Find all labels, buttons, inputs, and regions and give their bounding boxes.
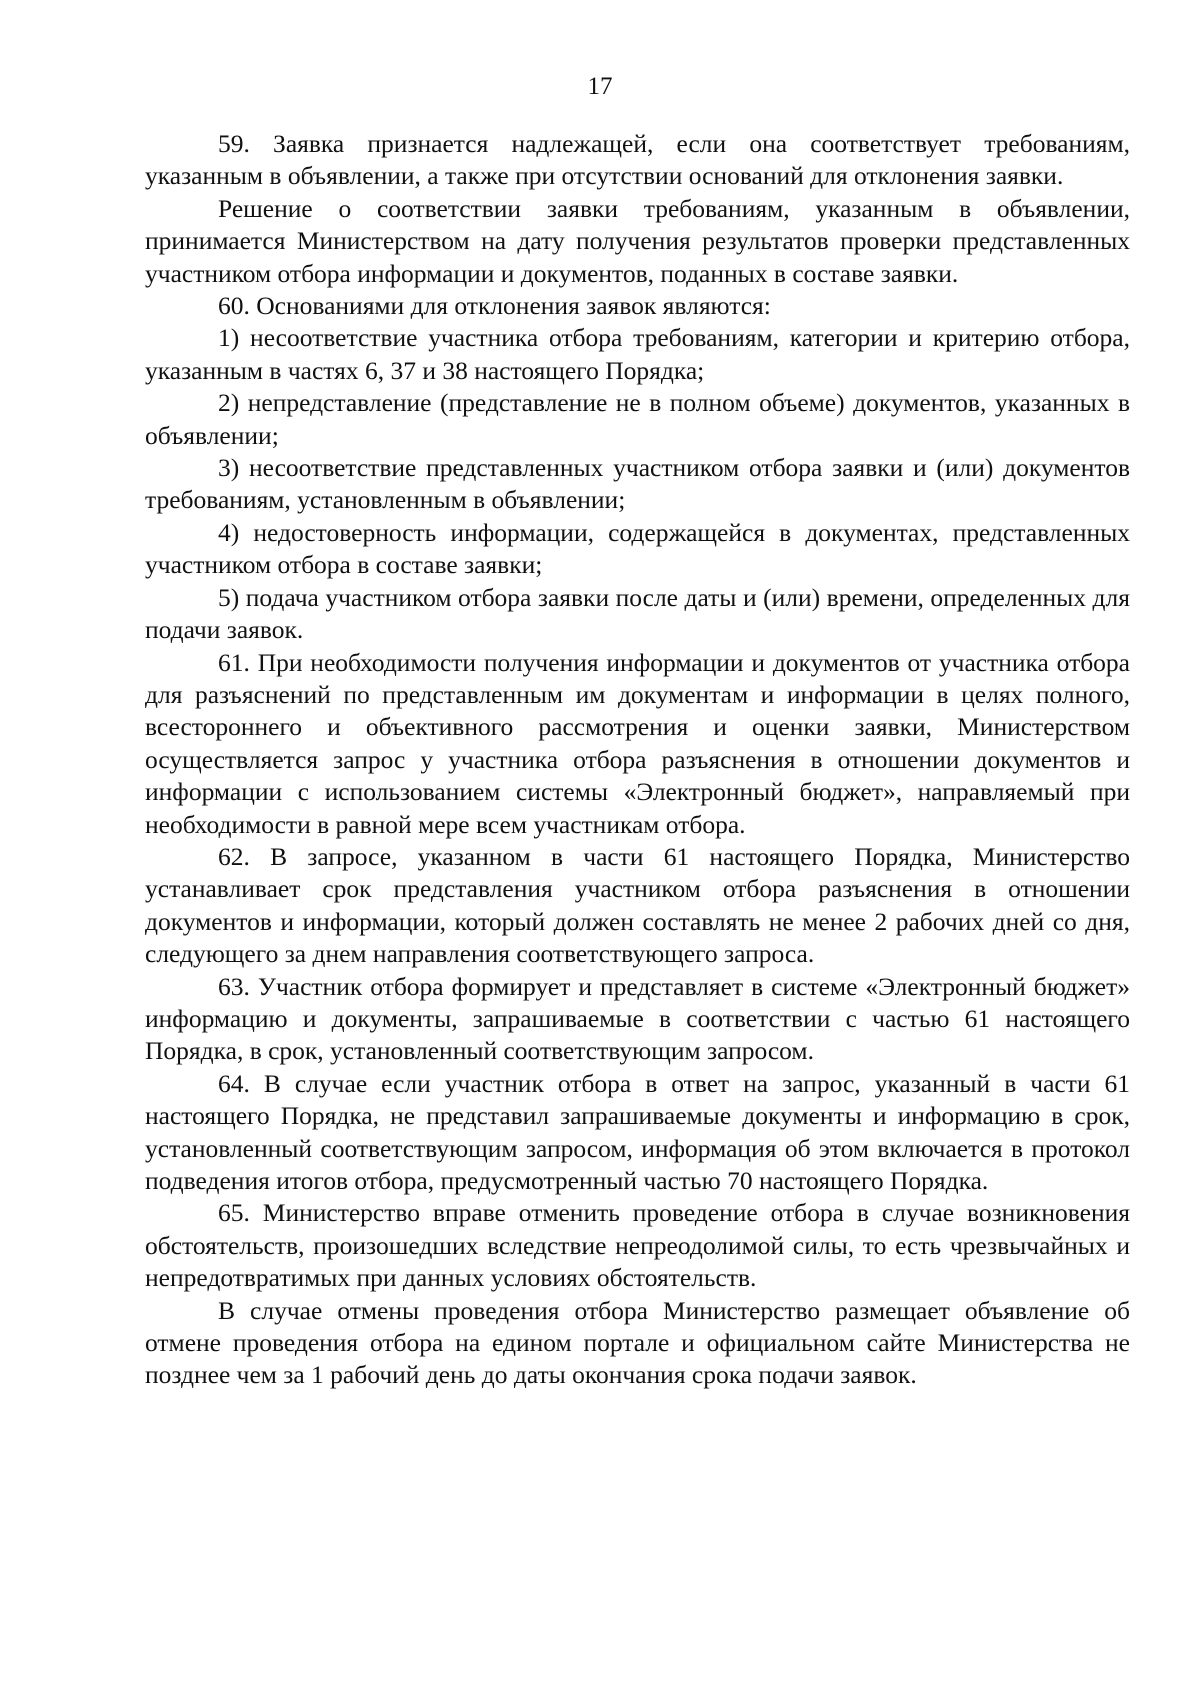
paragraph-60: 60. Основаниями для отклонения заявок являются: [218,291,771,321]
list-item-5: 5) подача участником отбора заявки после даты и (или) времени, определенных для подачи заявок. [145,582,1130,645]
list-item-2: 2) непредставление (представление не в полном объеме) документов, указанных в объявлении; [145,388,1130,450]
list-item-3: 3) несоответствие представленных участником отбора заявки и (или) документов требованиям, установленным в объявлении; [145,453,1130,515]
paragraph-65: 65. Министерство вправе отменить проведение отбора в случае возникновения обстоятельств, произошедших вследствие непреодолимой силы, то есть чрезвычайных и непредотвратимых при данных условиях обстоятельств. [145,1198,1130,1293]
list-item-4: 4) недостоверность информации, содержащейся в документах, представленных участником отбора в составе заявки; [145,517,1130,580]
page-number: 17 [587,73,613,100]
paragraph-decision: Решение о соответствии заявки требованиям, указанным в объявлении, принимается Министерством на дату получения результатов проверки представленных участником отбора информации и документов, поданных в составе заявки. [145,193,1130,288]
paragraph-63: 63. Участник отбора формирует и представляет в системе «Электронный бюджет» информацию и документы, запрашиваемые в соответствии с частью 61 настоящего Порядка, в срок, установленный соответствующим запросом. [145,971,1130,1066]
document-body [145,128,1130,1392]
paragraph-62: 62. В запросе, указанном в части 61 настоящего Порядка, Министерство устанавливает срок представления участником отбора разъяснения в отношении документов и информации, который должен составлять не менее 2 рабочих дней со дня, следующего за днем направления соответствующего запроса. [145,841,1130,969]
list-item-1: 1) несоответствие участника отбора требованиям, категории и критерию отбора, указанным в частях 6, 37 и 38 настоящего Порядка; [145,323,1130,385]
paragraph-cancellation: В случае отмены проведения отбора Министерство размещает объявление об отмене проведения отбора на едином портале и официальном сайте Министерства не позднее чем за 1 рабочий день до даты окончания срока подачи заявок. [145,1295,1130,1390]
paragraph-64: 64. В случае если участник отбора в ответ на запрос, указанный в части 61 настоящего Порядка, не представил запрашиваемые документы и информацию в срок, установленный соответствующим запросом, информация об этом включается в протокол подведения итогов отбора, предусмотренный частью 70 настоящего Порядка. [145,1068,1130,1195]
paragraph-61: 61. При необходимости получения информации и документов от участника отбора для разъяснений по представленным им документам и информации в целях полного, всестороннего и объективного рассмотрения и оценки заявки, Министерством осуществляется запрос у участника отбора разъяснения в отношении документов и информации с использованием системы «Электронный бюджет», направляемый при необходимости в равной мере всем участникам отбора. [145,647,1130,839]
paragraph-59: 59. Заявка признается надлежащей, если она соответствует требованиям, указанным в объявлении, а также при отсутствии оснований для отклонения заявки. [145,129,1130,191]
